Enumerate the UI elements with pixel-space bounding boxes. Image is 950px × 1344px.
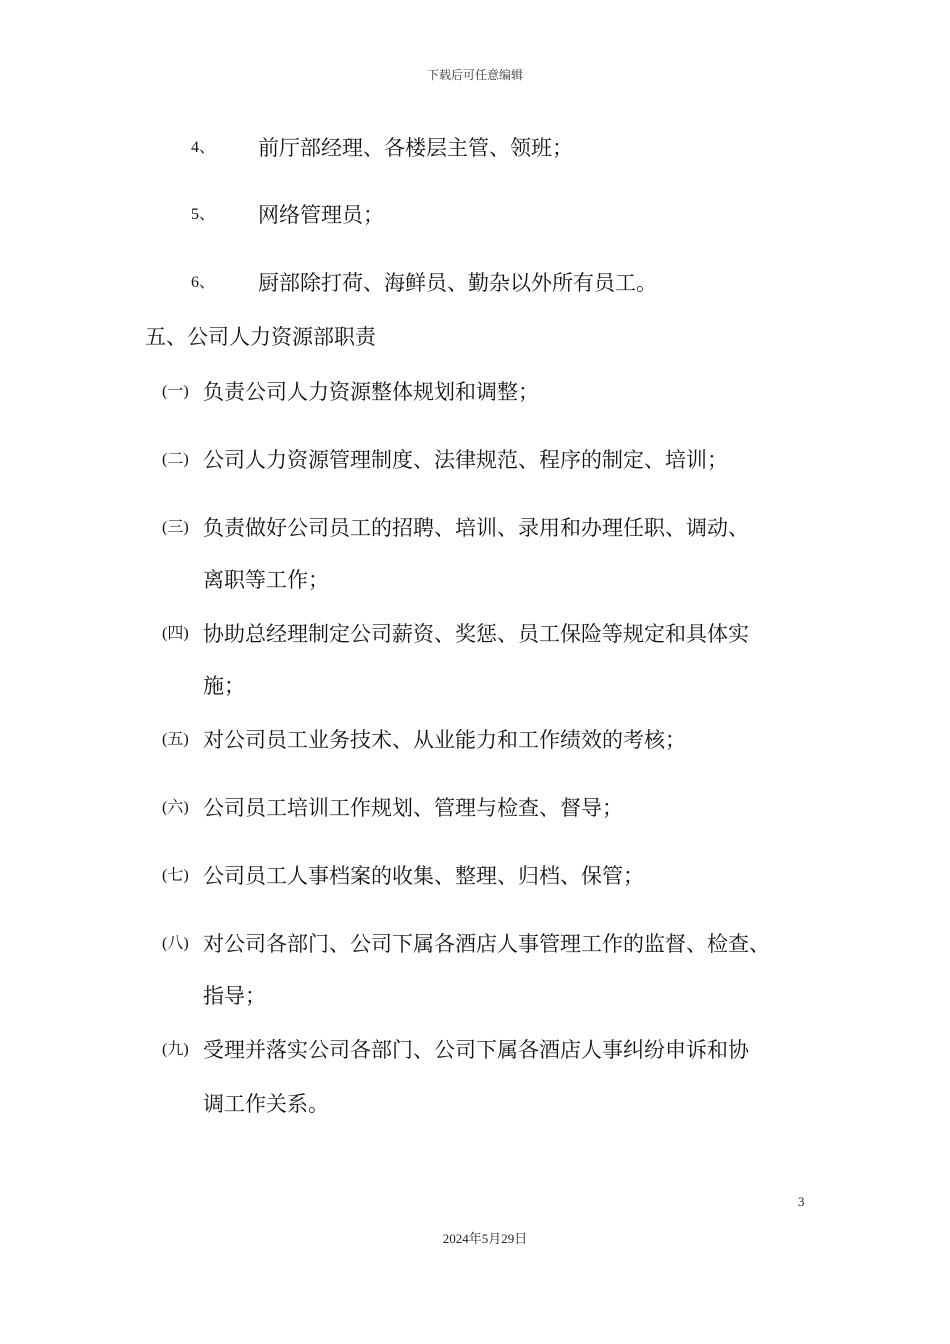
page-header: 下载后可任意编辑 [426,68,523,82]
list-item-text: 网络管理员； [258,203,384,227]
duty-text: 公司员工培训工作规划、管理与检查、督导； [203,796,623,820]
duty-number: (一) [162,383,189,400]
page-footer-date: 2024年5月29日 [442,1231,528,1246]
list-number: 6、 [191,274,216,291]
page-number: 3 [798,1194,805,1209]
duty-number: (四) [162,625,189,642]
duty-text: 受理并落实公司各部门、公司下属各酒店人事纠纷申诉和协 [203,1038,749,1062]
list-item-text: 前厅部经理、各楼层主管、领班； [258,136,573,160]
duty-text: 负责做好公司员工的招聘、培训、录用和办理任职、调动、 [203,516,749,540]
duty-number: (五) [162,731,189,748]
duty-number: (六) [162,799,189,816]
duty-text-continued: 指导； [203,984,266,1008]
duty-text-continued: 调工作关系。 [203,1092,329,1116]
duty-text: 公司员工人事档案的收集、整理、归档、保管； [203,864,644,888]
duty-number: (八) [162,935,189,952]
duty-text: 负责公司人力资源整体规划和调整； [203,380,539,404]
list-number: 5、 [191,206,216,223]
duty-number: (二) [162,451,189,468]
duty-text-continued: 离职等工作； [203,568,329,592]
duty-number: (七) [162,867,189,884]
duty-text: 协助总经理制定公司薪资、奖惩、员工保险等规定和具体实 [203,622,749,646]
section-title: 五、公司人力资源部职责 [145,325,376,349]
duty-text: 对公司员工业务技术、从业能力和工作绩效的考核； [203,728,686,752]
duty-number: (九) [162,1041,189,1058]
duty-text-continued: 施； [203,674,245,698]
list-number: 4、 [191,139,216,156]
list-item-text: 厨部除打荷、海鲜员、勤杂以外所有员工。 [258,271,657,295]
duty-text: 公司人力资源管理制度、法律规范、程序的制定、培训； [203,448,728,472]
duty-text: 对公司各部门、公司下属各酒店人事管理工作的监督、检查、 [203,932,770,956]
duty-number: (三) [162,519,189,536]
